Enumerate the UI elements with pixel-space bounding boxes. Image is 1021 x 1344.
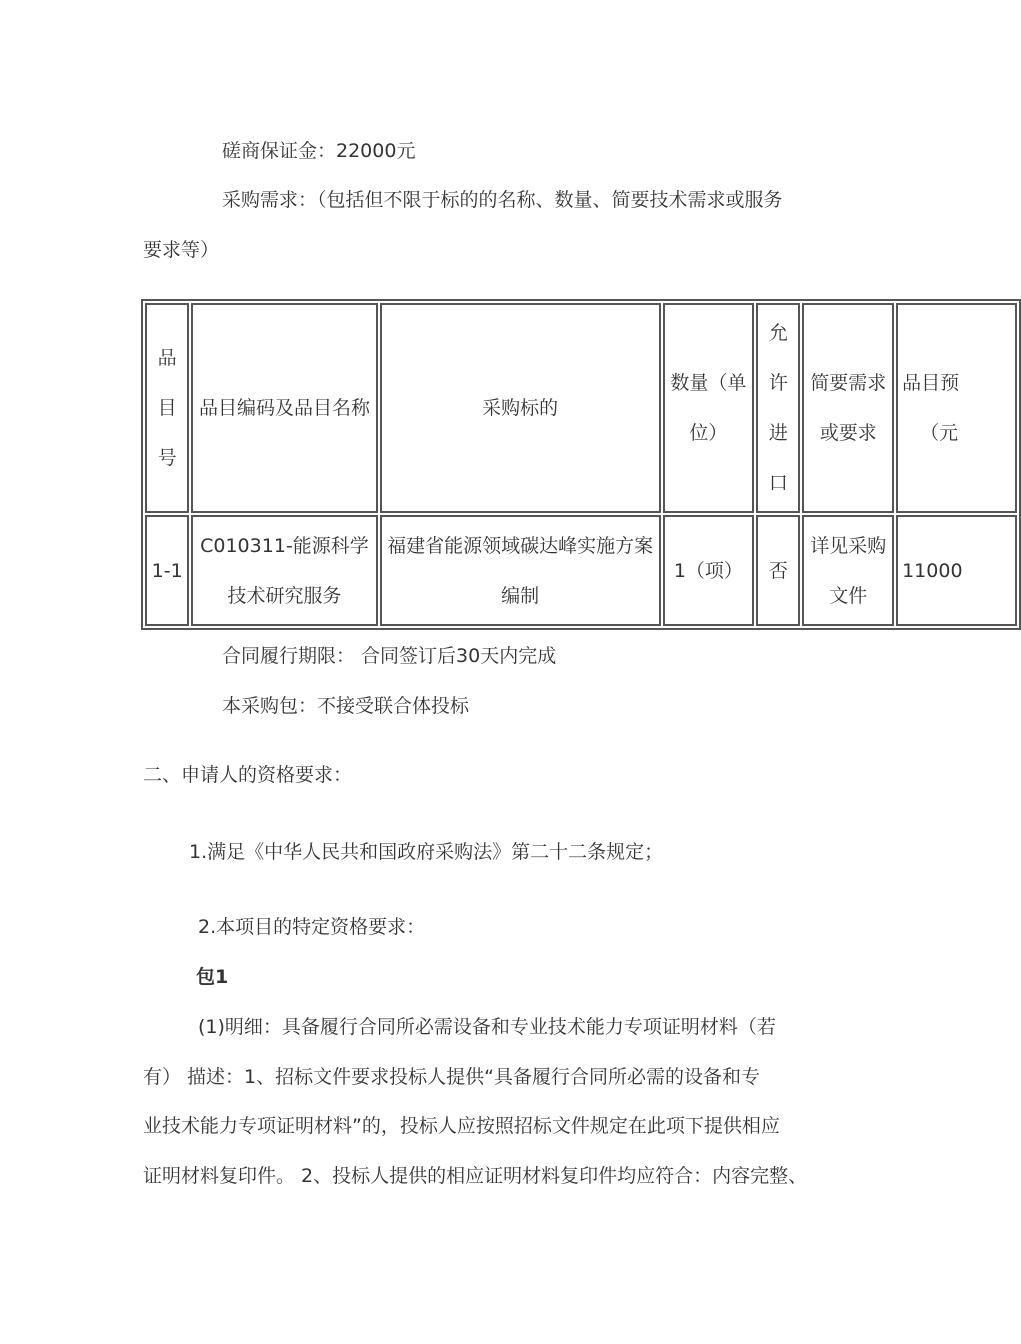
- package-note: 本采购包：不接受联合体投标: [222, 695, 470, 717]
- procurement-table: [141, 299, 1021, 630]
- header-subject: 采购标的: [380, 303, 661, 513]
- detail-line-3: 业技术能力专项证明材料”的，投标人应按照招标文件规定在此项下提供相应: [143, 1115, 780, 1137]
- header-quantity: 数量（单 位）: [663, 303, 755, 513]
- header-code-name: 品目编码及品目名称: [191, 303, 377, 513]
- cell-subject: 福建省能源领域碳达峰实施方案 编制: [380, 515, 661, 626]
- cell-code-name: C010311-能源科学 技术研究服务: [191, 515, 377, 626]
- table-row: [145, 515, 1017, 626]
- header-item-no: 品 目 号: [145, 303, 189, 513]
- requirement-1: 1.满足《中华人民共和国政府采购法》第二十二条规定；: [189, 841, 664, 863]
- detail-line-1: (1)明细：具备履行合同所必需设备和专业技术能力专项证明材料（若: [198, 1016, 776, 1038]
- procurement-table-wrapper: [141, 299, 963, 630]
- cell-import-allowed: 否: [756, 515, 800, 626]
- requirement-intro-line-2: 要求等）: [143, 239, 220, 261]
- section-2-title: 二、申请人的资格要求：: [143, 764, 353, 786]
- header-brief-requirements: 简要需求 或要求: [802, 303, 894, 513]
- cell-brief-requirements: 详见采购 文件: [802, 515, 894, 626]
- detail-line-4: 证明材料复印件。 2、投标人提供的相应证明材料复印件均应符合：内容完整、: [143, 1165, 808, 1187]
- deposit-line: 磋商保证金：22000元: [222, 140, 416, 162]
- cell-budget: 11000: [896, 515, 1017, 626]
- contract-period: 合同履行期限： 合同签订后30天内完成: [222, 645, 557, 667]
- header-import-allowed: 允 许 进 口: [756, 303, 800, 513]
- package-label: 包1: [196, 966, 229, 988]
- cell-item-no: 1-1: [145, 515, 189, 626]
- detail-line-2: 有） 描述：1、招标文件要求投标人提供“具备履行合同所必需的设备和专: [143, 1066, 760, 1088]
- cell-quantity: 1（项）: [663, 515, 755, 626]
- requirement-intro-line-1: 采购需求：（包括但不限于标的的名称、数量、简要技术需求或服务: [222, 189, 783, 211]
- requirement-2: 2.本项目的特定资格要求：: [198, 916, 426, 938]
- table-header-row: [145, 303, 1017, 513]
- header-budget: 品目预 （元: [896, 303, 1017, 513]
